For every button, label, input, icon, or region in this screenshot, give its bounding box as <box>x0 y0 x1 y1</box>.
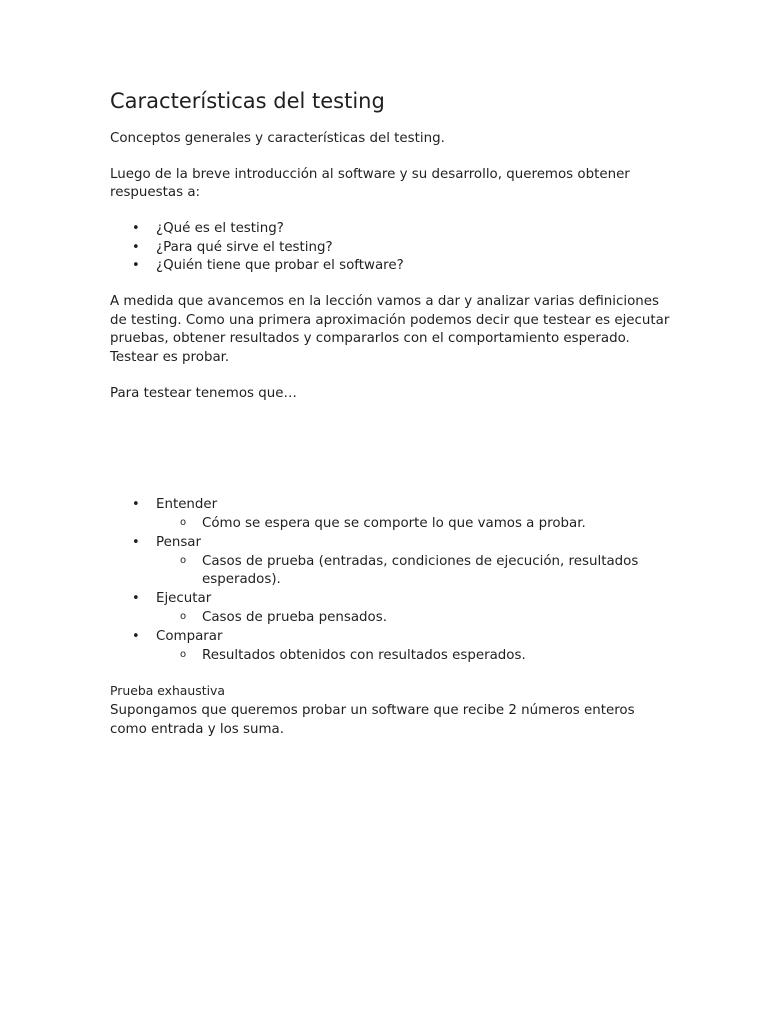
list-item: • ¿Para qué sirve el testing? <box>110 239 670 258</box>
section-heading: Prueba exhaustiva <box>110 683 225 699</box>
questions-list <box>110 220 670 276</box>
sub-list-item: o Cómo se espera que se comporte lo que vamos a probar. <box>156 515 670 534</box>
step-label: Entender <box>156 497 218 513</box>
steps-lead-paragraph: Para testear tenemos que… <box>110 385 297 401</box>
step-label: Ejecutar <box>156 591 212 607</box>
sub-list <box>156 609 670 628</box>
sub-list-item: o Casos de prueba pensados. <box>156 609 670 628</box>
step-label: Pensar <box>156 534 202 550</box>
lead-paragraph: Luego de la breve introducción al software y su desarrollo, queremos obtener respuestas a: <box>110 166 630 201</box>
document-page <box>110 86 670 757</box>
sub-list-item: o Casos de prueba (entradas, condiciones de ejecución, resultados esperados). <box>156 553 670 591</box>
steps-list <box>110 496 670 665</box>
section-paragraph: Supongamos que queremos probar un software que recibe 2 números enteros como entrada y los suma. <box>110 703 635 737</box>
sub-list <box>156 553 670 591</box>
list-item <box>110 534 670 590</box>
list-item: • ¿Quién tiene que probar el software? <box>110 257 670 276</box>
list-item <box>110 628 670 666</box>
list-item: • ¿Qué es el testing? <box>110 220 670 239</box>
intro-paragraph: Conceptos generales y características del testing. <box>110 131 445 146</box>
page-title: Características del testing <box>110 89 385 113</box>
sub-list-item: o Resultados obtenidos con resultados esperados. <box>156 647 670 666</box>
definition-paragraph: A medida que avancemos en la lección vamos a dar y analizar varias definiciones de testing. Como una primera aproximación podemos decir que testear es ejecutar pruebas, obtener resultados y compararlos con el comportamiento esperado. Testear es probar. <box>110 294 670 365</box>
blank-space <box>110 420 670 496</box>
step-label: Comparar <box>156 628 223 644</box>
sub-list <box>156 515 670 534</box>
sub-list <box>156 647 670 666</box>
list-item <box>110 590 670 628</box>
list-item <box>110 496 670 534</box>
